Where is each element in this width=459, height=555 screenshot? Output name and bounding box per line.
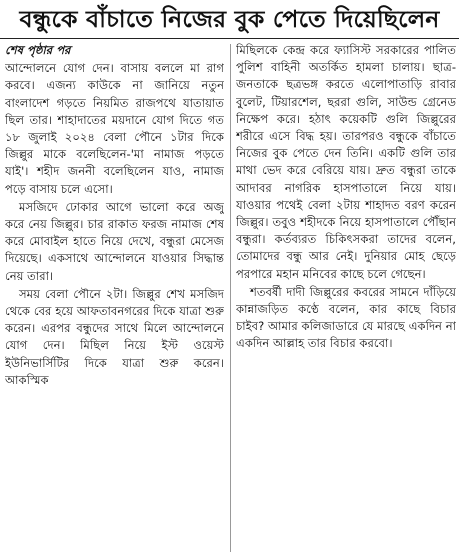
article-column-left xyxy=(5,42,224,554)
continued-label: শেষ পৃষ্ঠার পর xyxy=(5,43,71,57)
article-paragraph: সময় বেলা পৌনে ২টা। জিল্লুর শেখ মসজিদ থেকে বের হয়ে আফতাবনগরের দিকে যাত্রা শুরু করেন। এরপর বন্ধুদের সাথে মিলে আন্দোলনে যোগ দেন। মিছিল নিয়ে ইস্ট ওয়েস্ট ইউনিভার্সিটির দিকে যাত্রা শুরু করেন। আকস্মিক xyxy=(5,286,224,387)
article-paragraph: শতবর্ষী দাদী জিল্লুরের কবরের সামনে দাঁড়িয়ে কান্নাজড়িত কণ্ঠে বলেন, কার কাছে বিচার চাইব? আমার কলিজাডারে যে মারছে একদিন না একদিন আল্লাহ তার বিচার করবো। xyxy=(236,284,456,351)
article-paragraph: মিছিলকে কেন্দ্র করে ফ্যাসিস্ট সরকারের পালিত পুলিশ বাহিনী অতর্কিত হামলা চালায়। ছাত্র-জনতাকে ছত্রভঙ্গ করতে এলোপাতাড়ি রাবার বুলেট, টিয়ারশেল, ছররা গুলি, সাউন্ড গ্রেনেড নিক্ষেপ করে। হঠাৎ কয়েকটি গুলি জিল্লুরের শরীরে এসে বিদ্ধ হয়। তারপরও বন্ধুকে বাঁচাতে নিজের বুক পেতে দেন তিনি। একটি গুলি তার মাথা ভেদ করে বেরিয়ে যায়। দ্রুত বন্ধুরা তাকে আদাবর নাগরিক হাসপাতালে নিয়ে যায়। যাওয়ার পথেই বেলা ২টায় শাহাদত বরণ করেন জিল্লুর। তবুও শহীদকে নিয়ে হাসপাতালে পৌঁছান বন্ধুরা। কর্তব্যরত চিকিৎসকরা তাদের বলেন, তোমাদের বন্ধু আর নেই। দুনিয়ার মোহ ছেড়ে পরপারে মহান মনিবের কাছে চলে গেছেন। xyxy=(236,43,456,281)
headline-rule xyxy=(0,38,459,39)
column-divider xyxy=(230,44,231,552)
article-paragraph: আন্দোলনে যোগ দেন। বাসায় বললে মা রাগ করবে। এজন্য কাউকে না জানিয়ে নতুন বাংলাদেশ গড়তে নিয়মিত রাজপথে যাতায়াত ছিল তার। শাহাদাতের ময়দানে যোগ দিতে গত ১৮ জুলাই ২০২৪ বেলা পৌনে ১টার দিকে জিল্লুর মাকে বলেছিলেন-'মা নামাজ পড়তে যাই'। শহীদ জননী বলেছিলেন যাও, নামাজ পড়ে বাসায় চলে এসো। xyxy=(5,61,224,196)
article-column-right xyxy=(236,42,456,554)
headline: বন্ধুকে বাঁচাতে নিজের বুক পেতে দিয়েছিলেন xyxy=(19,5,440,33)
article-paragraph: মসজিদে ঢোকার আগে ভালো করে অজু করে নেয় জিল্লুর। চার রাকাত ফরজ নামাজ শেষ করে মোবাইল হাতে নিয়ে দেখে, বন্ধুরা মেসেজ দিয়েছে। একসাথে আন্দোলনে যাওয়ার সিদ্ধান্ত নেয় তারা। xyxy=(5,199,224,283)
